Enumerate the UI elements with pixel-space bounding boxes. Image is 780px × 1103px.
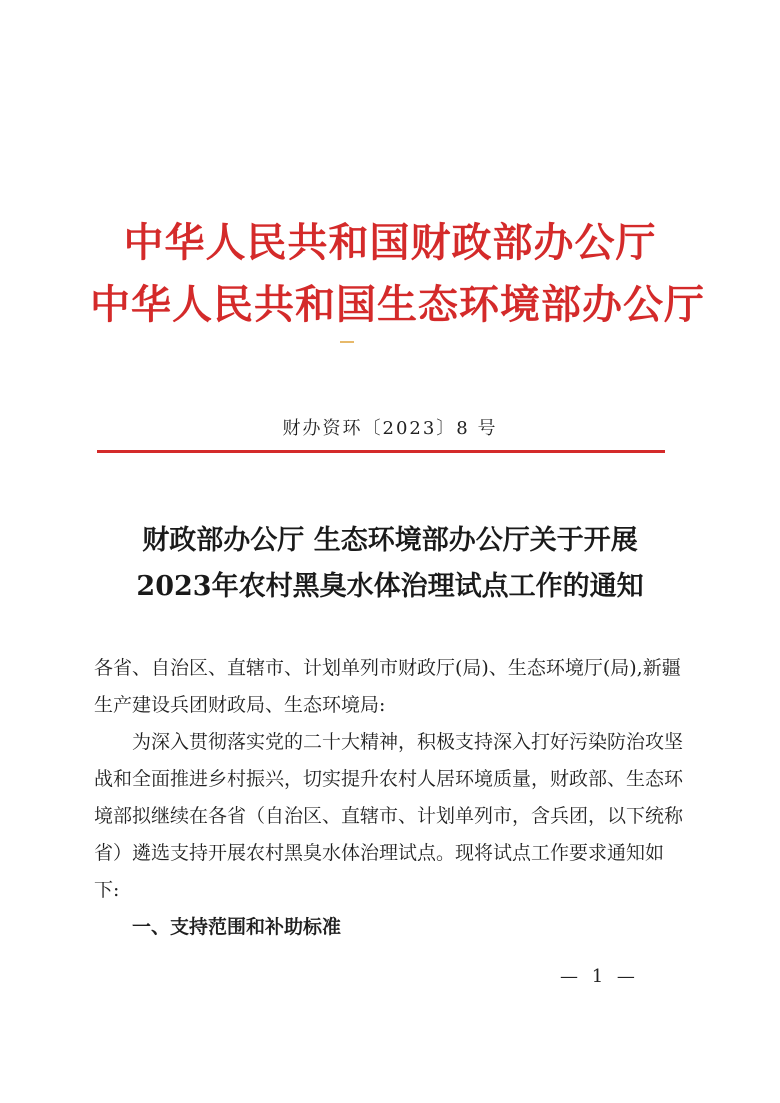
section-heading: 一、支持范围和补助标准 — [132, 916, 342, 938]
red-separator-line — [97, 450, 665, 453]
document-title — [60, 518, 720, 610]
addressees: 各省、自治区、直辖市、计划单列市财政厅(局)、生态环境厅(局),新疆生产建设兵团财政局、生态环境局: — [94, 657, 681, 716]
page-number: — 1 — — [560, 966, 639, 987]
issuer-header — [90, 212, 705, 336]
body-paragraph: 为深入贯彻落实党的二十大精神，积极支持深入打好污染防治攻坚战和全面推进乡村振兴，切实提升农村人居环境质量，财政部、生态环境部拟继续在各省（自治区、直辖市、计划单列市，含兵团，以下统称省）遴选支持开展农村黑臭水体治理试点。现将试点工作要求通知如下: — [94, 731, 684, 901]
document-number: 财办资环〔2023〕8 号 — [282, 418, 498, 439]
document-body — [94, 650, 684, 946]
scan-mark — [340, 341, 354, 343]
title-line-2: 2023年农村黑臭水体治理试点工作的通知 — [136, 571, 644, 602]
issuer-line-ecology: 中华人民共和国生态环境部办公厅 — [90, 281, 705, 328]
issuer-line-finance: 中华人民共和国财政部办公厅 — [123, 219, 657, 266]
title-line-1: 财政部办公厅 生态环境部办公厅关于开展 — [142, 525, 638, 556]
